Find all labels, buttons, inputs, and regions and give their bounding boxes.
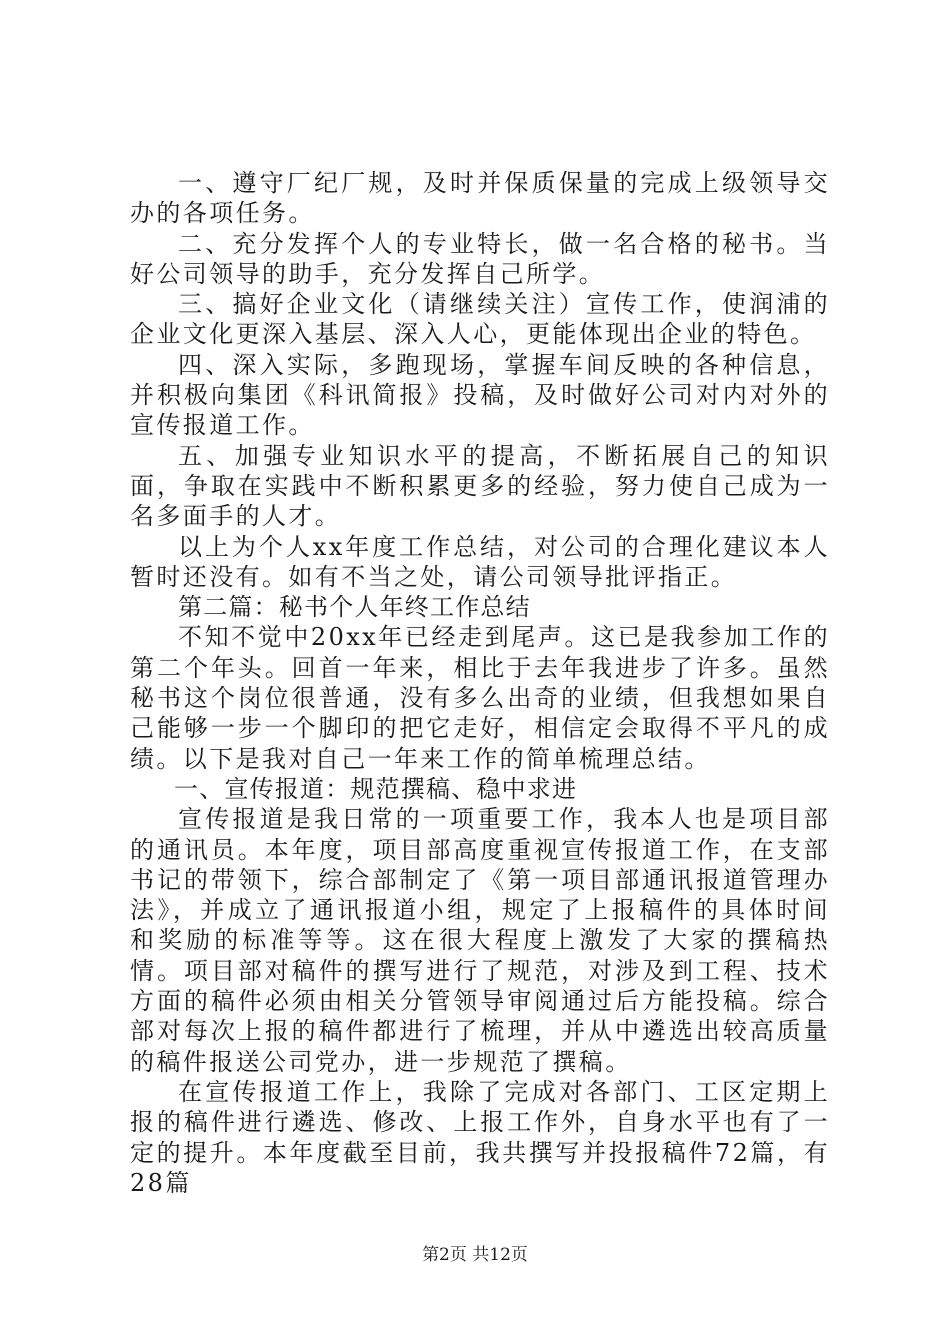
paragraph-summary: 以上为个人xx年度工作总结，对公司的合理化建议本人暂时还没有。如有不当之处，请公司领导批评指正。: [130, 532, 830, 591]
intro-paragraph: 不知不觉中20xx年已经走到尾声。这已是我参加工作的第二个年头。回首一年来，相比于去年我进步了许多。虽然秘书这个岗位很普通，没有多么出奇的业绩，但我想如果自己能够一步一个脚印的把它走好，相信定会取得不平凡的成绩。以下是我对自己一年来工作的简单梳理总结。: [130, 623, 830, 773]
page-footer: 第2页 共12页: [422, 1245, 528, 1265]
paragraph-item-4: 四、深入实际，多跑现场，掌握车间反映的各种信息，并积极向集团《科讯简报》投稿，及时做好公司对内对外的宣传报道工作。: [130, 350, 830, 440]
document-body: [130, 168, 830, 1198]
body-paragraph-1: 宣传报道是我日常的一项重要工作，我本人也是项目部的通讯员。本年度，项目部高度重视宣传报道工作，在支部书记的带领下，综合部制定了《第一项目部通讯报道管理办法》，并成立了通讯报道小组，规定了上报稿件的具体时间和奖励的标准等等。这在很大程度上激发了大家的撰稿热情。项目部对稿件的撰写进行了规范，对涉及到工程、技术方面的稿件必须由相关分管领导审阅通过后方能投稿。综合部对每次上报的稿件都进行了梳理，并从中遴选出较高质量的稿件报送公司党办，进一步规范了撰稿。: [130, 805, 830, 1076]
section-title: 第二篇：秘书个人年终工作总结: [178, 593, 531, 622]
sub-heading: 一、宣传报道：规范撰稿、稳中求进: [174, 774, 578, 803]
body-paragraph-2: 在宣传报道工作上，我除了完成对各部门、工区定期上报的稿件进行遴选、修改、上报工作外，自身水平也有了一定的提升。本年度截至目前，我共撰写并投报稿件72篇，有28篇: [130, 1077, 830, 1197]
paragraph-item-3: 三、搞好企业文化（请继续关注）宣传工作，使润浦的企业文化更深入基层、深入人心，更能体现出企业的特色。: [130, 290, 830, 349]
paragraph-item-1: 一、遵守厂纪厂规，及时并保质保量的完成上级领导交办的各项任务。: [130, 169, 830, 228]
paragraph-item-5: 五、加强专业知识水平的提高，不断拓展自己的知识面，争取在实践中不断积累更多的经验，努力使自己成为一名多面手的人才。: [130, 441, 830, 531]
paragraph-item-2: 二、充分发挥个人的专业特长，做一名合格的秘书。当好公司领导的助手，充分发挥自己所学。: [130, 229, 830, 288]
